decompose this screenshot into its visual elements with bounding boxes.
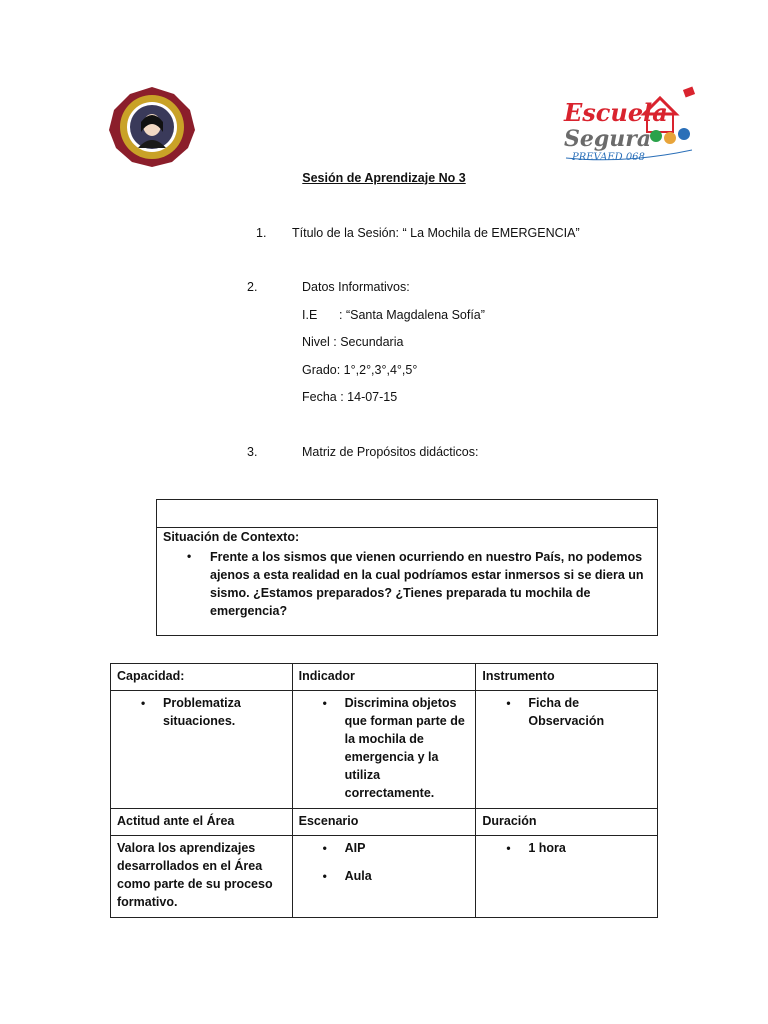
bullet-icon: • [506,696,511,710]
ie-label: I.E [302,308,318,322]
logo-tagline: PREVAED 068 [572,152,645,163]
bullet-icon: • [506,841,511,855]
matrix-header-row [111,664,658,691]
grado-line: Grado: 1°,2°,3°,4°,5° [302,363,418,377]
purposes-matrix [110,663,658,918]
bullet-icon: • [322,696,327,710]
duracion-text: 1 hora [528,841,566,855]
matrix-header-row-2 [111,809,658,836]
logo-word-segura: Segura [564,126,652,152]
header-actitud: Actitud ante el Área [111,809,293,836]
cell-capacidad [111,691,293,809]
indicador-text: Discrimina objetos que forman parte de la mochila de emergencia y la utiliza correctamente. [344,696,465,800]
header-capacidad: Capacidad: [111,664,293,691]
context-label: Situación de Contexto: [163,530,300,544]
matrix-row [111,836,658,918]
logo-word-escuela: Escuela [564,98,668,127]
cell-escenario [292,836,476,918]
header-escenario: Escenario [292,809,476,836]
section-1-number: 1. [256,226,267,240]
cell-actitud: Valora los aprendizajes desarrollados en el Área como parte de su proceso formativo. [111,836,293,918]
school-seal-logo [108,86,196,168]
header-instrumento: Instrumento [476,664,658,691]
header-duracion: Duración [476,809,658,836]
instrumento-text: Ficha de Observación [528,696,605,728]
section-3-number: 3. [247,445,258,459]
escuela-segura-logo [556,84,700,166]
context-empty-row [157,500,657,528]
session-topic: Título de la Sesión: “ La Mochila de EMERGENCIA” [292,226,580,240]
fecha-line: Fecha : 14-07-15 [302,390,398,404]
bullet-icon: • [187,549,192,563]
context-bullet [157,544,657,620]
cell-instrumento [476,691,658,809]
ie-value: : “Santa Magdalena Sofía” [339,308,485,322]
bullet-icon: • [322,869,327,883]
matrix-row [111,691,658,809]
escenario-aip: AIP [344,841,366,855]
bullet-icon: • [322,841,327,855]
datos-heading: Datos Informativos: [302,280,410,294]
escenario-aula: Aula [344,869,372,883]
matriz-heading: Matriz de Propósitos didácticos: [302,445,479,459]
session-title: Sesión de Aprendizaje No 3 [302,171,466,185]
context-text: Frente a los sismos que vienen ocurriendo en nuestro País, no podemos ajenos a esta realidad en la cual podríamos estar inmersos si se diera un sismo. ¿Estamos preparados? ¿Tienes preparada tu mochila de emergencia? [210,550,644,618]
context-box [156,499,658,636]
header-indicador: Indicador [292,664,476,691]
cell-indicador [292,691,476,809]
nivel-line: Nivel : Secundaria [302,335,404,349]
bullet-icon: • [141,696,146,710]
section-2-number: 2. [247,280,258,294]
cell-duracion [476,836,658,918]
capacidad-text: Problematiza situaciones. [163,696,241,728]
